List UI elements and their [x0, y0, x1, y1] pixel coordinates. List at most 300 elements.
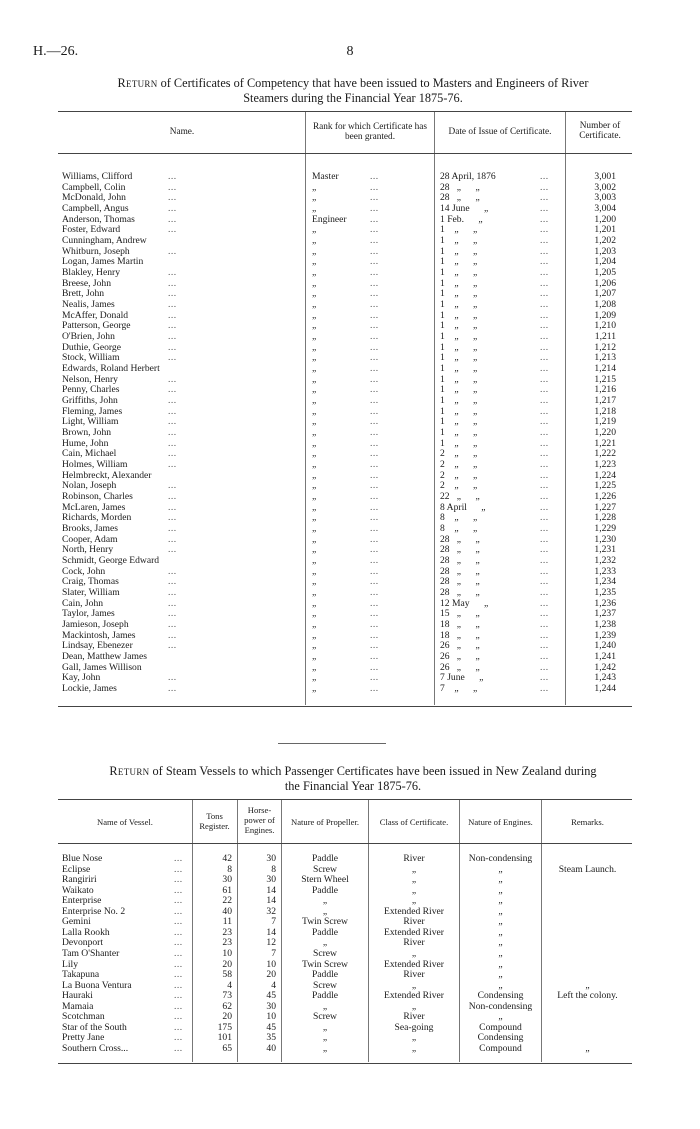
engines-cell: „: [498, 895, 503, 907]
leader-dots: ...: [168, 299, 177, 311]
table-row: [0, 203, 700, 214]
leader-dots: ...: [540, 277, 549, 289]
leader-dots: ...: [168, 352, 177, 364]
horsepower-cell: 10: [266, 1011, 276, 1023]
leader-dots: ...: [174, 979, 183, 991]
certificate-class-cell: „: [411, 1032, 417, 1044]
table-row: [0, 363, 700, 374]
propeller-cell: Paddle: [311, 969, 339, 981]
leader-dots: ...: [540, 437, 549, 449]
certificate-number: 1,233: [594, 565, 616, 577]
table-row: [0, 853, 700, 864]
table2-header-engines: Nature of Engines.: [468, 817, 533, 827]
certificate-number: 1,223: [594, 459, 616, 471]
leader-dots: ...: [174, 1011, 183, 1023]
certificate-number: 1,236: [594, 597, 616, 609]
leader-dots: ...: [174, 947, 183, 959]
leader-dots: ...: [370, 277, 379, 289]
horsepower-cell: 14: [266, 884, 276, 896]
table-row: [0, 480, 700, 491]
rank-cell: „: [312, 555, 317, 567]
certificate-class-cell: River: [403, 1011, 425, 1023]
date-cell: 14 June „: [440, 203, 489, 214]
leader-dots: ...: [540, 363, 549, 375]
rank-cell: „: [312, 437, 317, 449]
date-cell: 1 Feb. „: [440, 213, 483, 225]
leader-dots: ...: [370, 363, 379, 375]
rank-cell: Engineer: [312, 213, 347, 225]
name-cell: Robinson, Charles: [62, 491, 133, 503]
leader-dots: ...: [370, 395, 379, 407]
propeller-cell: Twin Screw: [302, 916, 348, 928]
leader-dots: ...: [370, 235, 379, 247]
propeller-cell: Paddle: [311, 990, 339, 1002]
rank-cell: „: [312, 523, 317, 535]
leader-dots: ...: [168, 597, 177, 609]
leader-dots: ...: [370, 384, 379, 396]
certificate-number: 1,240: [594, 640, 616, 652]
rank-cell: „: [312, 629, 317, 641]
section-divider: [278, 743, 386, 744]
leader-dots: ...: [540, 544, 549, 556]
table-row: [0, 587, 700, 598]
leader-dots: ...: [540, 469, 549, 481]
table-row: [0, 342, 700, 353]
leader-dots: ...: [540, 523, 549, 535]
leader-dots: ...: [540, 533, 549, 545]
rank-cell: „: [312, 512, 317, 524]
name-cell: Cooper, Adam: [62, 533, 118, 545]
vessel-name-cell: Star of the South: [62, 1021, 127, 1033]
rank-cell: „: [312, 491, 317, 503]
date-cell: 1 „ „: [440, 309, 478, 321]
table2-header-class: Class of Certificate.: [379, 817, 449, 827]
leader-dots: ...: [168, 277, 177, 289]
leader-dots: ...: [370, 267, 379, 279]
rank-cell: „: [312, 608, 317, 620]
engines-cell: „: [498, 947, 503, 959]
table1-header-date: Date of Issue of Certificate.: [448, 127, 552, 137]
table-row: [0, 310, 700, 321]
date-cell: 28 „ „: [440, 565, 480, 577]
date-cell: 1 „ „: [440, 277, 478, 289]
leader-dots: ...: [540, 512, 549, 524]
certificate-number: 1,228: [594, 512, 616, 524]
name-cell: McLaren, James: [62, 501, 126, 513]
remarks-cell: „: [585, 1042, 590, 1054]
rank-cell: Master: [312, 171, 339, 182]
certificate-number: 1,225: [594, 480, 616, 492]
rank-cell: „: [312, 416, 317, 428]
table-row: [0, 171, 700, 182]
horsepower-cell: 20: [266, 969, 276, 981]
horsepower-cell: 30: [266, 853, 276, 864]
certificate-class-cell: „: [411, 863, 417, 875]
leader-dots: ...: [168, 331, 177, 343]
leader-dots: ...: [370, 555, 379, 567]
name-cell: Anderson, Thomas: [62, 213, 135, 225]
table-row: [0, 438, 700, 449]
remarks-cell: Left the colony.: [557, 990, 618, 1002]
table-row: [0, 948, 700, 959]
date-cell: 28 „ „: [440, 192, 480, 204]
leader-dots: ...: [370, 480, 379, 492]
table-row: [0, 1032, 700, 1043]
leader-dots: ...: [540, 267, 549, 279]
certificate-number: 3,003: [594, 192, 616, 204]
engines-cell: „: [498, 1011, 503, 1023]
certificate-class-cell: „: [411, 895, 417, 907]
vessel-name-cell: Lily: [62, 958, 78, 970]
leader-dots: ...: [370, 352, 379, 364]
leader-dots: ...: [174, 874, 183, 886]
certificate-class-cell: Extended River: [384, 958, 444, 970]
rank-cell: „: [312, 203, 317, 214]
date-cell: 1 „ „: [440, 224, 478, 236]
rank-cell: „: [312, 427, 317, 439]
leader-dots: ...: [168, 587, 177, 599]
rank-cell: „: [312, 405, 317, 417]
leader-dots: ...: [168, 320, 177, 332]
name-cell: Blakley, Henry: [62, 267, 120, 279]
date-cell: 1 „ „: [440, 341, 478, 353]
name-cell: Lockie, James: [62, 683, 117, 695]
leader-dots: ...: [540, 299, 549, 311]
certificate-number: 1,237: [594, 608, 616, 620]
leader-dots: ...: [540, 480, 549, 492]
rank-cell: „: [312, 395, 317, 407]
leader-dots: ...: [168, 181, 177, 193]
name-cell: Williams, Clifford: [62, 171, 133, 182]
vessel-name-cell: Lalla Rookh: [62, 926, 110, 938]
table1-header-number: Number of Certificate.: [579, 121, 621, 141]
leader-dots: ...: [168, 565, 177, 577]
table-row: [0, 651, 700, 662]
name-cell: Nolan, Joseph: [62, 480, 117, 492]
tons-cell: 23: [222, 926, 232, 938]
certificate-number: 1,234: [594, 576, 616, 588]
leader-dots: ...: [370, 576, 379, 588]
leader-dots: ...: [174, 958, 183, 970]
leader-dots: ...: [370, 619, 379, 631]
vessel-name-cell: Tam O'Shanter: [62, 947, 120, 959]
table-row: [0, 969, 700, 980]
engines-cell: „: [498, 874, 503, 886]
name-cell: Penny, Charles: [62, 384, 120, 396]
table-row: [0, 288, 700, 299]
engines-cell: Compound: [479, 1042, 522, 1054]
leader-dots: ...: [370, 299, 379, 311]
table-row: [0, 235, 700, 246]
vessel-name-cell: Rangiriri: [62, 874, 97, 886]
certificate-class-cell: River: [403, 853, 425, 864]
leader-dots: ...: [540, 651, 549, 663]
propeller-cell: Paddle: [311, 926, 339, 938]
leader-dots: ...: [168, 608, 177, 620]
date-cell: 8 „ „: [440, 512, 478, 524]
date-cell: 1 „ „: [440, 395, 478, 407]
name-cell: Fleming, James: [62, 405, 123, 417]
date-cell: 2 „ „: [440, 480, 478, 492]
leader-dots: ...: [370, 672, 379, 684]
leader-dots: ...: [174, 969, 183, 981]
leader-dots: ...: [540, 587, 549, 599]
tons-cell: 73: [222, 990, 232, 1002]
table-row: [0, 278, 700, 289]
leader-dots: ...: [370, 213, 379, 225]
date-cell: 28 „ „: [440, 544, 480, 556]
leader-dots: ...: [370, 523, 379, 535]
vessel-name-cell: Blue Nose: [62, 853, 103, 864]
rank-cell: „: [312, 288, 317, 300]
date-cell: 12 May „: [440, 597, 489, 609]
certificate-number: 1,239: [594, 629, 616, 641]
table1-header-rank: Rank for which Certificate has been granted.: [312, 122, 428, 142]
date-cell: 8 April „: [440, 501, 486, 513]
date-cell: 28 „ „: [440, 576, 480, 588]
table-row: [0, 598, 700, 609]
table-row: [0, 576, 700, 587]
table-row: [0, 885, 700, 896]
tons-cell: 40: [222, 905, 232, 917]
rank-cell: „: [312, 224, 317, 236]
leader-dots: ...: [540, 555, 549, 567]
rank-cell: „: [312, 352, 317, 364]
table-row: [0, 640, 700, 651]
table-row: [0, 608, 700, 619]
table-row: [0, 395, 700, 406]
certificate-number: 1,211: [594, 331, 616, 343]
leader-dots: ...: [370, 309, 379, 321]
leader-dots: ...: [168, 395, 177, 407]
remarks-cell: Steam Launch.: [558, 863, 617, 875]
propeller-cell: „: [322, 905, 328, 917]
table2-caption: [58, 764, 648, 794]
leader-dots: ...: [540, 427, 549, 439]
leader-dots: ...: [540, 405, 549, 417]
leader-dots: ...: [168, 619, 177, 631]
date-cell: 1 „ „: [440, 235, 478, 247]
certificate-class-cell: „: [411, 1000, 417, 1012]
certificate-number: 1,216: [594, 384, 616, 396]
leader-dots: ...: [540, 683, 549, 695]
rank-cell: „: [312, 661, 317, 673]
leader-dots: ...: [370, 256, 379, 268]
name-cell: Schmidt, George Edward: [62, 555, 160, 567]
certificate-number: 1,210: [594, 320, 616, 332]
name-cell: Brett, John: [62, 288, 105, 300]
date-cell: 18 „ „: [440, 619, 480, 631]
leader-dots: ...: [168, 171, 177, 182]
certificate-number: 1,232: [594, 555, 616, 567]
name-cell: Cock, John: [62, 565, 106, 577]
certificate-class-cell: „: [411, 947, 417, 959]
date-cell: 26 „ „: [440, 651, 480, 663]
certificate-number: 3,001: [594, 171, 616, 182]
rank-cell: „: [312, 341, 317, 353]
date-cell: 1 „ „: [440, 373, 478, 385]
leader-dots: ...: [370, 512, 379, 524]
vessel-name-cell: Southern Cross...: [62, 1042, 129, 1054]
certificate-number: 1,226: [594, 491, 616, 503]
tons-cell: 42: [222, 853, 232, 864]
date-cell: 7 June „: [440, 672, 484, 684]
horsepower-cell: 45: [266, 990, 276, 1002]
horsepower-cell: 40: [266, 1042, 276, 1054]
tons-cell: 65: [222, 1042, 232, 1054]
leader-dots: ...: [174, 905, 183, 917]
tons-cell: 4: [227, 979, 232, 991]
leader-dots: ...: [540, 213, 549, 225]
propeller-cell: Screw: [313, 863, 337, 875]
engines-cell: „: [498, 937, 503, 949]
vessel-name-cell: Pretty Jane: [62, 1032, 105, 1044]
leader-dots: ...: [370, 501, 379, 513]
rank-cell: „: [312, 459, 317, 471]
certificate-number: 1,221: [594, 437, 616, 449]
tons-cell: 23: [222, 937, 232, 949]
tons-cell: 62: [222, 1000, 232, 1012]
rank-cell: „: [312, 597, 317, 609]
table-row: [0, 990, 700, 1001]
leader-dots: ...: [540, 491, 549, 503]
name-cell: Nelson, Henry: [62, 373, 118, 385]
name-cell: Richards, Morden: [62, 512, 132, 524]
name-cell: Helmbreckt, Alexander: [62, 469, 152, 481]
date-cell: 1 „ „: [440, 331, 478, 343]
leader-dots: ...: [168, 213, 177, 225]
leader-dots: ...: [370, 427, 379, 439]
rank-cell: „: [312, 267, 317, 279]
date-cell: 26 „ „: [440, 640, 480, 652]
horsepower-cell: 8: [271, 863, 276, 875]
certificate-class-cell: River: [403, 937, 425, 949]
engines-cell: „: [498, 905, 503, 917]
table-row: [0, 470, 700, 481]
name-cell: Cain, John: [62, 597, 104, 609]
name-cell: Stock, William: [62, 352, 120, 364]
leader-dots: ...: [540, 331, 549, 343]
tons-cell: 61: [222, 884, 232, 896]
certificate-number: 1,212: [594, 341, 616, 353]
table-row: [0, 491, 700, 502]
certificate-number: 1,244: [594, 683, 616, 695]
leader-dots: ...: [370, 459, 379, 471]
date-cell: 28 „ „: [440, 181, 480, 193]
leader-dots: ...: [168, 437, 177, 449]
name-cell: Edwards, Roland Herbert: [62, 363, 160, 375]
table2-header-rule: [58, 843, 632, 844]
date-cell: 2 „ „: [440, 459, 478, 471]
name-cell: Hume, John: [62, 437, 109, 449]
name-cell: Craig, Thomas: [62, 576, 119, 588]
leader-dots: ...: [168, 267, 177, 279]
leader-dots: ...: [370, 171, 379, 182]
rank-cell: „: [312, 192, 317, 204]
engines-cell: „: [498, 863, 503, 875]
leader-dots: ...: [540, 245, 549, 257]
rank-cell: „: [312, 480, 317, 492]
vessel-name-cell: Hauraki: [62, 990, 93, 1002]
leader-dots: ...: [540, 320, 549, 332]
leader-dots: ...: [540, 448, 549, 460]
tons-cell: 101: [217, 1032, 232, 1044]
name-cell: Breese, John: [62, 277, 112, 289]
certificate-class-cell: „: [411, 884, 417, 896]
certificate-number: 1,215: [594, 373, 616, 385]
tons-cell: 58: [222, 969, 232, 981]
certificate-number: 1,204: [594, 256, 616, 268]
leader-dots: ...: [540, 171, 549, 182]
certificate-class-cell: River: [403, 969, 425, 981]
horsepower-cell: 4: [271, 979, 276, 991]
table-row: [0, 523, 700, 534]
rank-cell: „: [312, 587, 317, 599]
rank-cell: „: [312, 363, 317, 375]
table-row: [0, 555, 700, 566]
leader-dots: ...: [174, 895, 183, 907]
certificate-class-cell: „: [411, 979, 417, 991]
certificate-number: 3,002: [594, 181, 616, 193]
propeller-cell: Screw: [313, 979, 337, 991]
date-cell: 1 „ „: [440, 267, 478, 279]
name-cell: Duthie, George: [62, 341, 121, 353]
leader-dots: ...: [168, 544, 177, 556]
propeller-cell: Twin Screw: [302, 958, 348, 970]
leader-dots: ...: [168, 288, 177, 300]
leader-dots: ...: [174, 1042, 183, 1054]
tons-cell: 175: [217, 1021, 232, 1033]
rank-cell: „: [312, 331, 317, 343]
leader-dots: ...: [168, 533, 177, 545]
certificate-number: 1,206: [594, 277, 616, 289]
table2-caption-line2: the Financial Year 1875-76.: [284, 779, 422, 793]
name-cell: Lindsay, Ebenezer: [62, 640, 133, 652]
table-row: [0, 906, 700, 917]
name-cell: Light, William: [62, 416, 119, 428]
vessel-name-cell: Waikato: [62, 884, 94, 896]
propeller-cell: Screw: [313, 1011, 337, 1023]
tons-cell: 20: [222, 958, 232, 970]
engines-cell: „: [498, 969, 503, 981]
name-cell: Brown, John: [62, 427, 112, 439]
propeller-cell: „: [322, 895, 328, 907]
table-row: [0, 374, 700, 385]
leader-dots: ...: [540, 384, 549, 396]
leader-dots: ...: [168, 224, 177, 236]
name-cell: Nealis, James: [62, 299, 115, 311]
table1-caption-rest: of Certificates of Competency that have been issued to Masters and Engineers of River: [160, 76, 589, 90]
table-row: [0, 267, 700, 278]
certificate-number: 1,213: [594, 352, 616, 364]
leader-dots: ...: [540, 341, 549, 353]
date-cell: 28 „ „: [440, 587, 480, 599]
table1-top-rule: [58, 111, 632, 112]
tons-cell: 8: [227, 863, 232, 875]
leader-dots: ...: [168, 192, 177, 204]
table-row: [0, 1001, 700, 1012]
horsepower-cell: 32: [266, 905, 276, 917]
leader-dots: ...: [168, 683, 177, 695]
tons-cell: 10: [222, 947, 232, 959]
certificate-class-cell: Sea-going: [394, 1021, 434, 1033]
leader-dots: ...: [370, 661, 379, 673]
table-row: [0, 256, 700, 267]
leader-dots: ...: [168, 523, 177, 535]
leader-dots: ...: [370, 320, 379, 332]
leader-dots: ...: [168, 501, 177, 513]
table-row: [0, 619, 700, 630]
